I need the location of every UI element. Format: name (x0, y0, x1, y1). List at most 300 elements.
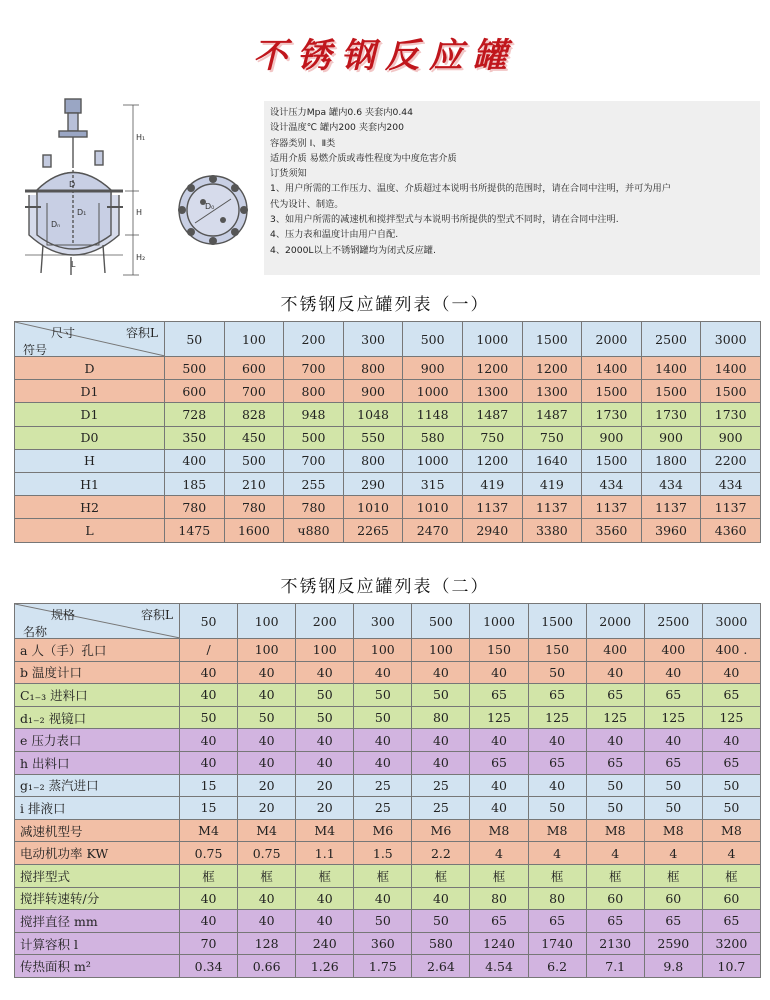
table-cell: 60 (586, 887, 644, 910)
table-cell: 434 (701, 472, 761, 495)
table-cell: 1500 (582, 449, 642, 472)
dim-h2: H₂ (136, 253, 146, 262)
table-cell: 40 (354, 887, 412, 910)
column-header: 1000 (462, 322, 522, 357)
table-cell: 40 (238, 661, 296, 684)
table-cell: 800 (343, 357, 403, 380)
table-cell: 4 (528, 842, 586, 865)
table-cell: 2200 (701, 449, 761, 472)
table-cell: 9.8 (644, 955, 702, 978)
table-cell: 40 (412, 661, 470, 684)
table-cell: 框 (238, 864, 296, 887)
table-cell: 65 (528, 910, 586, 933)
table-cell: 20 (296, 797, 354, 820)
table-cell: M8 (470, 819, 528, 842)
table-row (15, 955, 761, 978)
table-row (15, 357, 761, 380)
table-cell: M8 (702, 819, 760, 842)
table-cell: 4 (702, 842, 760, 865)
table-cell: 50 (296, 706, 354, 729)
table-cell: 10.7 (702, 955, 760, 978)
table-cell: 600 (224, 357, 284, 380)
row-label: 搅拌型式 (15, 864, 180, 887)
table-cell: 315 (403, 472, 463, 495)
table-cell: 125 (644, 706, 702, 729)
table-cell: 50 (354, 910, 412, 933)
table-cell: 65 (528, 751, 586, 774)
table-cell: 0.75 (180, 842, 238, 865)
table-cell: 50 (702, 774, 760, 797)
table-cell: 65 (644, 751, 702, 774)
table-cell: 1500 (582, 380, 642, 403)
table-cell: 40 (354, 729, 412, 752)
table-cell: 948 (284, 403, 344, 426)
dim-d1: D₁ (77, 208, 87, 217)
table-cell: M8 (644, 819, 702, 842)
table-cell: 900 (343, 380, 403, 403)
table-cell: 1.26 (296, 955, 354, 978)
table-cell: 1137 (462, 496, 522, 519)
table-cell: 1500 (701, 380, 761, 403)
table-cell: 50 (412, 684, 470, 707)
table-cell: 40 (238, 751, 296, 774)
table-cell: 2265 (343, 519, 403, 542)
table-cell: 框 (296, 864, 354, 887)
column-header: 300 (343, 322, 403, 357)
table-cell: 1475 (165, 519, 225, 542)
corner-bottom-label: 名称 (23, 625, 48, 639)
table-cell: 框 (470, 864, 528, 887)
dim-h1: H₁ (136, 133, 146, 142)
table-row (15, 706, 761, 729)
table-cell: 150 (528, 639, 586, 662)
table-cell: 40 (296, 887, 354, 910)
table-cell: 40 (412, 887, 470, 910)
corner-cell (15, 322, 165, 357)
table-cell: 框 (528, 864, 586, 887)
row-label: H2 (15, 496, 165, 519)
table-cell: 4 (470, 842, 528, 865)
table-cell: 65 (702, 910, 760, 933)
table-cell: 40 (238, 729, 296, 752)
table-row (15, 684, 761, 707)
table-cell: 40 (180, 910, 238, 933)
row-label: D0 (15, 426, 165, 449)
column-header: 300 (354, 604, 412, 639)
table-cell: 240 (296, 932, 354, 955)
table-cell: 60 (702, 887, 760, 910)
table-cell: 0.34 (180, 955, 238, 978)
table-cell: 150 (470, 639, 528, 662)
table-cell: 40 (528, 729, 586, 752)
table-cell: 40 (470, 729, 528, 752)
table-cell: 40 (470, 797, 528, 820)
table-cell: 1240 (470, 932, 528, 955)
table1 (14, 321, 761, 543)
spec-line: 4、压力表和温度计由用户自配. (270, 229, 399, 241)
table-cell: 580 (412, 932, 470, 955)
row-label: 电动机功率 KW (15, 842, 180, 865)
table-cell: 65 (528, 684, 586, 707)
table-cell: 419 (522, 472, 582, 495)
reactor-drawing (15, 95, 265, 285)
table-cell: 1200 (462, 357, 522, 380)
table-cell: 550 (343, 426, 403, 449)
table-cell: 1137 (641, 496, 701, 519)
table-cell: 1730 (701, 403, 761, 426)
table-cell: 1730 (641, 403, 701, 426)
table-cell: 1010 (343, 496, 403, 519)
table-cell: 100 (296, 639, 354, 662)
table-cell: 50 (238, 706, 296, 729)
column-header: 200 (284, 322, 344, 357)
table-cell: 100 (354, 639, 412, 662)
table-cell: 4 (644, 842, 702, 865)
table-cell: 50 (412, 910, 470, 933)
table-cell: 125 (528, 706, 586, 729)
row-label: 搅拌转速转/分 (15, 887, 180, 910)
table-row (15, 380, 761, 403)
table-cell: 40 (412, 729, 470, 752)
table-cell: 700 (224, 380, 284, 403)
row-label: i 排液口 (15, 797, 180, 820)
table-cell: 780 (224, 496, 284, 519)
table-cell: / (180, 639, 238, 662)
table-cell: 25 (354, 774, 412, 797)
table-cell: 1000 (403, 449, 463, 472)
table-cell: 400 . (702, 639, 760, 662)
row-label: H1 (15, 472, 165, 495)
row-label: D (15, 357, 165, 380)
table-cell: 350 (165, 426, 225, 449)
table-cell: 800 (284, 380, 344, 403)
corner-top-label: 规格 (51, 608, 76, 622)
table-row (15, 519, 761, 542)
table-cell: 65 (586, 910, 644, 933)
row-label: d₁₋₂ 视镜口 (15, 706, 180, 729)
table-cell: 40 (238, 684, 296, 707)
table-cell: 125 (470, 706, 528, 729)
table-cell: 400 (586, 639, 644, 662)
column-header: 100 (224, 322, 284, 357)
column-header: 3000 (702, 604, 760, 639)
table-row (15, 729, 761, 752)
column-header: 500 (403, 322, 463, 357)
row-label: D1 (15, 403, 165, 426)
column-header: 1000 (470, 604, 528, 639)
table-cell: 780 (284, 496, 344, 519)
table-cell: 80 (528, 887, 586, 910)
table-cell: 15 (180, 797, 238, 820)
spec-line: 1、用户所需的工作压力、温度、介质超过本说明书所提供的范围时，请在合同中注明，并可为用户 (270, 183, 671, 195)
table-cell: 40 (296, 910, 354, 933)
table-cell: 65 (586, 751, 644, 774)
corner-right-label: 容积L (141, 608, 173, 622)
header-row (15, 604, 761, 639)
table-cell: 70 (180, 932, 238, 955)
row-label: H (15, 449, 165, 472)
table-cell: 900 (641, 426, 701, 449)
table-cell: 1137 (522, 496, 582, 519)
table-row (15, 910, 761, 933)
table-cell: 20 (296, 774, 354, 797)
table-cell: 2940 (462, 519, 522, 542)
table-cell: 185 (165, 472, 225, 495)
table-cell: 800 (343, 449, 403, 472)
corner-cell (15, 604, 180, 639)
table-cell: 20 (238, 774, 296, 797)
table-cell: 50 (644, 774, 702, 797)
table-cell: 60 (644, 887, 702, 910)
table-cell: 3200 (702, 932, 760, 955)
column-header: 1500 (522, 322, 582, 357)
table-cell: 65 (702, 751, 760, 774)
row-label: D1 (15, 380, 165, 403)
table-cell: 40 (644, 661, 702, 684)
column-header: 50 (180, 604, 238, 639)
table-cell: 0.75 (238, 842, 296, 865)
table-cell: 40 (702, 729, 760, 752)
table-cell: 1200 (462, 449, 522, 472)
table-cell: 40 (470, 774, 528, 797)
table-cell: 1137 (701, 496, 761, 519)
dim-l: L (71, 260, 76, 269)
table-cell: 0.66 (238, 955, 296, 978)
table-row (15, 842, 761, 865)
table-cell: M8 (528, 819, 586, 842)
table-cell: 1740 (528, 932, 586, 955)
table-cell: 50 (296, 684, 354, 707)
table-cell: M6 (354, 819, 412, 842)
table-cell: 框 (412, 864, 470, 887)
table-cell: 2470 (403, 519, 463, 542)
table-cell: 40 (296, 751, 354, 774)
table-cell: 580 (403, 426, 463, 449)
spec-line: 代为设计、制造。 (270, 198, 344, 210)
table-cell: M6 (412, 819, 470, 842)
table-row (15, 774, 761, 797)
table-cell: M8 (586, 819, 644, 842)
table-cell: 100 (238, 639, 296, 662)
table-cell: 50 (528, 661, 586, 684)
table-cell: 1500 (641, 380, 701, 403)
table-cell: 40 (586, 729, 644, 752)
table-cell: 1200 (522, 357, 582, 380)
table-cell: 40 (296, 729, 354, 752)
table-cell: 434 (582, 472, 642, 495)
column-header: 2000 (582, 322, 642, 357)
table-row (15, 449, 761, 472)
table-cell: 50 (528, 797, 586, 820)
column-header: 2000 (586, 604, 644, 639)
table-cell: 1400 (701, 357, 761, 380)
table-row (15, 797, 761, 820)
table-cell: 40 (412, 751, 470, 774)
table-cell: 1.5 (354, 842, 412, 865)
table-cell: 25 (412, 774, 470, 797)
table-row (15, 472, 761, 495)
row-label: e 压力表口 (15, 729, 180, 752)
table2 (14, 603, 761, 978)
table-cell: 780 (165, 496, 225, 519)
table-cell: 40 (180, 729, 238, 752)
column-header: 3000 (701, 322, 761, 357)
table-cell: 65 (702, 684, 760, 707)
row-label: 搅拌直径 mm (15, 910, 180, 933)
row-label: g₁₋₂ 蒸汽进口 (15, 774, 180, 797)
table-cell: 450 (224, 426, 284, 449)
table-cell: 128 (238, 932, 296, 955)
table-cell: 750 (462, 426, 522, 449)
table-cell: 1048 (343, 403, 403, 426)
table-cell: 1300 (462, 380, 522, 403)
table-cell: 框 (586, 864, 644, 887)
table-cell: 50 (702, 797, 760, 820)
column-header: 100 (238, 604, 296, 639)
table-cell: 750 (522, 426, 582, 449)
table-cell: 40 (180, 684, 238, 707)
table-cell: 65 (470, 751, 528, 774)
spec-line: 容器类别 Ⅰ、Ⅱ类 (270, 137, 336, 149)
table-row (15, 751, 761, 774)
page-title: 不锈钢反应罐 (253, 36, 517, 76)
table-cell: 4 (586, 842, 644, 865)
table-cell: 50 (586, 797, 644, 820)
table-row (15, 819, 761, 842)
column-header: 50 (165, 322, 225, 357)
table-cell: 600 (165, 380, 225, 403)
table-cell: 50 (586, 774, 644, 797)
table-cell: 框 (180, 864, 238, 887)
table-cell: 65 (644, 684, 702, 707)
table-cell: 3380 (522, 519, 582, 542)
table-cell: 3960 (641, 519, 701, 542)
row-label: h 出料口 (15, 751, 180, 774)
table-cell: 1.75 (354, 955, 412, 978)
table-cell: 1400 (582, 357, 642, 380)
table-cell: 40 (238, 887, 296, 910)
table-cell: 50 (354, 684, 412, 707)
table-cell: 1800 (641, 449, 701, 472)
table-cell: 框 (702, 864, 760, 887)
spec-line: 3、如用户所需的减速机和搅拌型式与本说明书所提供的型式不同时，请在合同中注明. (270, 214, 619, 226)
column-header: 200 (296, 604, 354, 639)
row-label: a 人（手）孔口 (15, 639, 180, 662)
table-cell: 210 (224, 472, 284, 495)
table-cell: 1730 (582, 403, 642, 426)
table-cell: 50 (354, 706, 412, 729)
table-cell: 728 (165, 403, 225, 426)
table-cell: 100 (412, 639, 470, 662)
table-cell: 25 (412, 797, 470, 820)
table-cell: 3560 (582, 519, 642, 542)
table-cell: 15 (180, 774, 238, 797)
table2-title: 不锈钢反应罐列表（二） (280, 577, 490, 597)
column-header: 1500 (528, 604, 586, 639)
table-cell: 400 (165, 449, 225, 472)
table-cell: 500 (284, 426, 344, 449)
table-row (15, 864, 761, 887)
dim-h: H (136, 208, 143, 217)
table-cell: 40 (238, 910, 296, 933)
spec-line: 4、2000L以上不锈钢罐均为闭式反应罐. (270, 244, 436, 256)
table-cell: 2590 (644, 932, 702, 955)
table-cell: 255 (284, 472, 344, 495)
table-cell: 40 (354, 661, 412, 684)
table-cell: 6.2 (528, 955, 586, 978)
row-label: 计算容积 l (15, 932, 180, 955)
table-cell: 7.1 (586, 955, 644, 978)
table-row (15, 403, 761, 426)
row-label: C₁₋₃ 进料口 (15, 684, 180, 707)
corner-right-label: 容积L (126, 326, 158, 340)
table-cell: 框 (644, 864, 702, 887)
table-cell: 65 (470, 684, 528, 707)
spec-line: 设计压力Mpa 罐内0.6 夹套内0.44 (270, 107, 413, 118)
table-cell: 125 (586, 706, 644, 729)
table-cell: 360 (354, 932, 412, 955)
table-cell: M4 (180, 819, 238, 842)
table-cell: 700 (284, 449, 344, 472)
table-cell: 1010 (403, 496, 463, 519)
table-cell: 400 (644, 639, 702, 662)
table-cell: 40 (470, 661, 528, 684)
table-cell: 65 (470, 910, 528, 933)
column-header: 500 (412, 604, 470, 639)
table-row (15, 661, 761, 684)
table-cell: 80 (470, 887, 528, 910)
table-cell: 2130 (586, 932, 644, 955)
table-cell: 900 (701, 426, 761, 449)
table-cell: 125 (702, 706, 760, 729)
table-row (15, 426, 761, 449)
table-cell: 80 (412, 706, 470, 729)
column-header: 2500 (644, 604, 702, 639)
table-cell: 40 (180, 751, 238, 774)
table-cell: M4 (238, 819, 296, 842)
spec-line: 设计温度℃ 罐内200 夹套内200 (270, 122, 404, 134)
table-cell: 40 (354, 751, 412, 774)
table-cell: 1300 (522, 380, 582, 403)
table-cell: 1400 (641, 357, 701, 380)
table-row (15, 887, 761, 910)
table-row (15, 639, 761, 662)
table-cell: M4 (296, 819, 354, 842)
table1-title: 不锈钢反应罐列表（一） (280, 295, 490, 315)
table-cell: 1.1 (296, 842, 354, 865)
table-cell: 40 (180, 887, 238, 910)
corner-bottom-label: 符号 (23, 343, 48, 357)
table-cell: 700 (284, 357, 344, 380)
row-label: 减速机型号 (15, 819, 180, 842)
table-cell: 40 (702, 661, 760, 684)
table-cell: 1000 (403, 380, 463, 403)
table-cell: 1137 (582, 496, 642, 519)
table-cell: 419 (462, 472, 522, 495)
dim-dn: Dₙ (51, 220, 61, 229)
row-label: 传热面积 m² (15, 955, 180, 978)
table-cell: 2.2 (412, 842, 470, 865)
table-cell: 25 (354, 797, 412, 820)
column-header: 2500 (641, 322, 701, 357)
corner-top-label: 尺寸 (51, 326, 76, 340)
table-cell: 50 (180, 706, 238, 729)
table-cell: 4360 (701, 519, 761, 542)
table-row (15, 496, 761, 519)
table-cell: 1487 (522, 403, 582, 426)
table-cell: 65 (586, 684, 644, 707)
table-cell: 4.54 (470, 955, 528, 978)
